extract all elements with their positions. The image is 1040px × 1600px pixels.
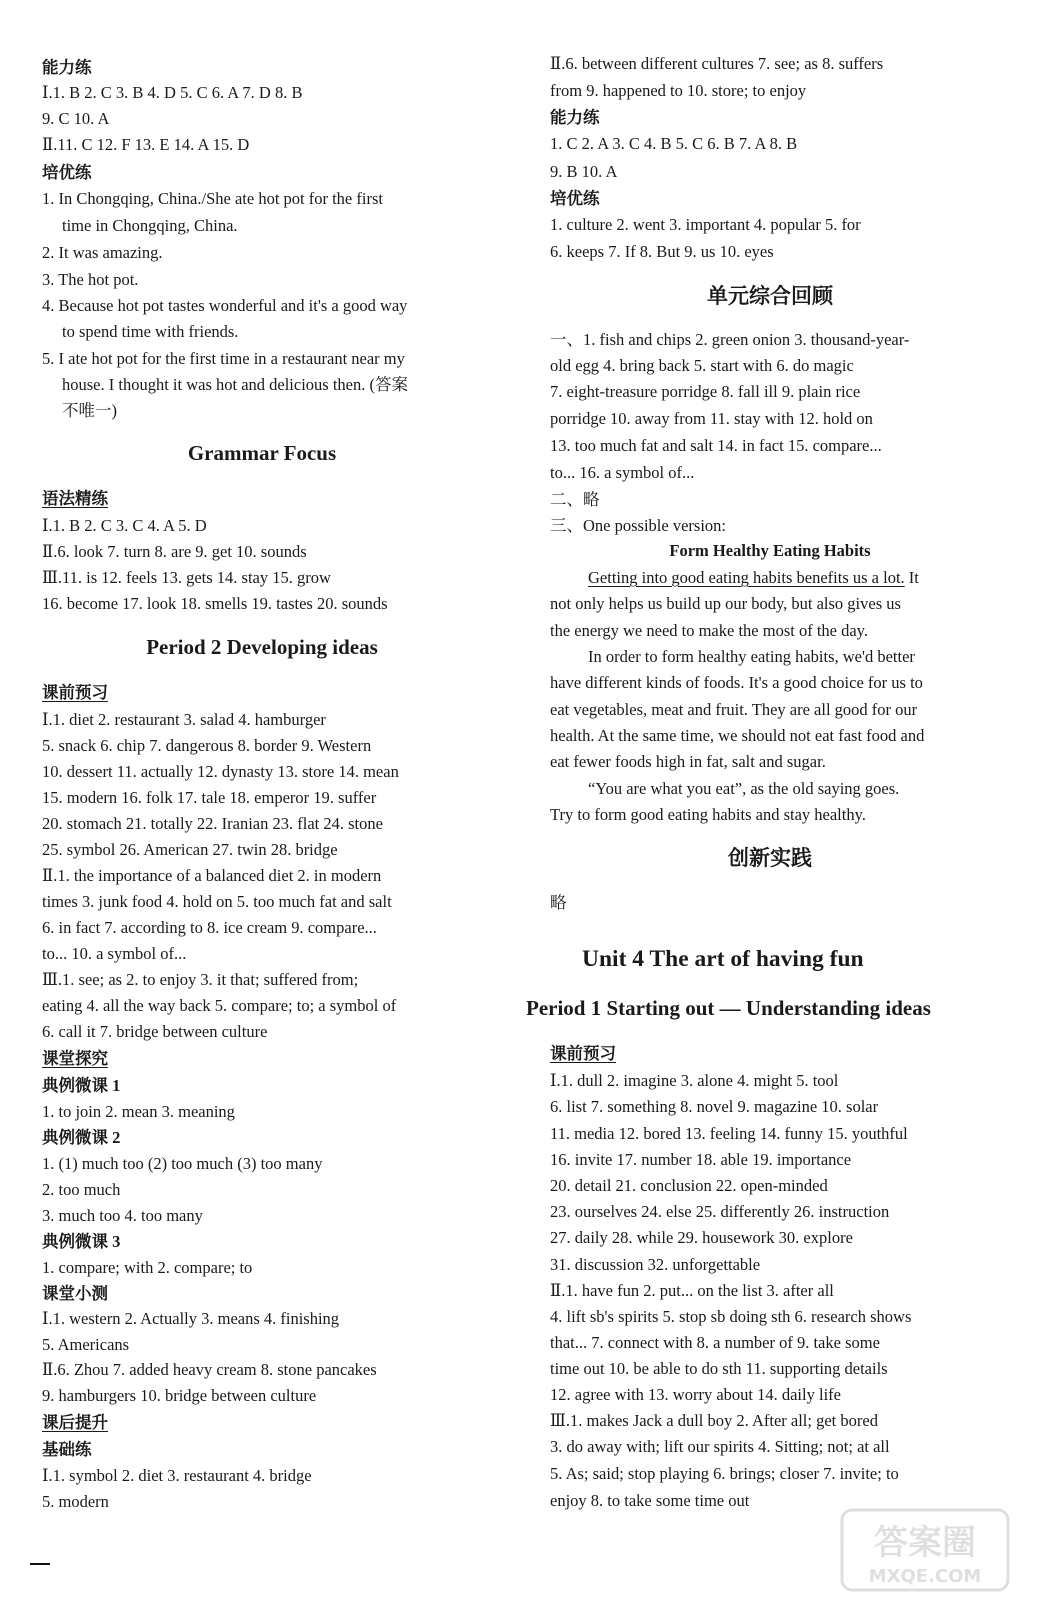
- text-line: 16. invite 17. number 18. able 19. importance: [550, 1150, 852, 1169]
- text-line: 6. in fact 7. according to 8. ice cream 9. compare...: [42, 918, 377, 937]
- text-line: 7. eight-treasure porridge 8. fall ill 9. plain rice: [550, 382, 861, 401]
- section-heading: 课前预习: [42, 683, 108, 702]
- text-line: 23. ourselves 24. else 25. differently 26. instruction: [550, 1202, 890, 1221]
- text-line: Ⅰ.1. B 2. C 3. C 4. A 5. D: [42, 516, 207, 535]
- period-title: Period 1 Starting out — Understanding ideas: [526, 996, 931, 1020]
- section-heading: 课后提升: [42, 1413, 108, 1432]
- text-line: from 9. happened to 10. store; to enjoy: [550, 81, 807, 100]
- text-line: 27. daily 28. while 29. housework 30. explore: [550, 1228, 853, 1247]
- text-line: 20. detail 21. conclusion 22. open-minded: [550, 1176, 828, 1195]
- text-line: health. At the same time, we should not eat fast food and: [550, 726, 925, 745]
- unit-title: Unit 4 The art of having fun: [582, 946, 864, 972]
- underlined-topic-sentence: Getting into good eating habits benefits us a lot.: [588, 568, 905, 587]
- text-line: Ⅱ.6. look 7. turn 8. are 9. get 10. sounds: [42, 542, 307, 561]
- text-line: 6. list 7. something 8. novel 9. magazine 10. solar: [550, 1097, 879, 1116]
- text-line: Ⅲ.1. makes Jack a dull boy 2. After all; get bored: [550, 1411, 878, 1430]
- text-line: old egg 4. bring back 5. start with 6. do magic: [550, 356, 854, 375]
- text-line: 二、略: [550, 490, 600, 509]
- text-line: Ⅱ.1. the importance of a balanced diet 2. in modern: [42, 866, 382, 885]
- text-line: 4. Because hot pot tastes wonderful and it's a good way: [42, 296, 408, 315]
- text-line: 1. to join 2. mean 3. meaning: [42, 1102, 235, 1121]
- text-line: 12. agree with 13. worry about 14. daily life: [550, 1385, 841, 1404]
- page-footer-rule: [30, 1563, 50, 1565]
- section-title: Grammar Focus: [187, 441, 337, 465]
- text-line: 16. become 17. look 18. smells 19. tastes 20. sounds: [42, 594, 388, 613]
- text-line: 5. As; said; stop playing 6. brings; closer 7. invite; to: [550, 1464, 899, 1483]
- text-line: Ⅰ.1. symbol 2. diet 3. restaurant 4. bridge: [42, 1466, 312, 1485]
- text-line: 2. too much: [42, 1180, 121, 1199]
- watermark-text: 答案圈: [874, 1523, 976, 1563]
- text-line: 3. do away with; lift our spirits 4. Sitting; not; at all: [550, 1437, 890, 1456]
- text-line: time in Chongqing, China.: [62, 216, 238, 235]
- text-line: Ⅰ.1. dull 2. imagine 3. alone 4. might 5. tool: [550, 1071, 839, 1090]
- section-label: 典例微课 2: [42, 1128, 121, 1147]
- text-line: 1. compare; with 2. compare; to: [42, 1258, 253, 1277]
- text-line: 不唯一): [62, 401, 117, 420]
- text-line: 25. symbol 26. American 27. twin 28. bridge: [42, 840, 338, 859]
- text-line: 9. B 10. A: [550, 162, 618, 181]
- text-line: Ⅱ.6. between different cultures 7. see; as 8. suffers: [550, 54, 884, 73]
- section-heading: 语法精练: [42, 489, 108, 508]
- text-line: 1. In Chongqing, China./She ate hot pot for the first: [42, 189, 383, 208]
- text-line: 一、1. fish and chips 2. green onion 3. thousand-year-: [550, 330, 910, 349]
- text-line: 5. I ate hot pot for the first time in a restaurant near my: [42, 349, 405, 368]
- text-line: Ⅰ.1. diet 2. restaurant 3. salad 4. hamburger: [42, 710, 326, 729]
- section-label: 能力练: [550, 108, 600, 127]
- text-line: 11. media 12. bored 13. feeling 14. funny 15. youthful: [550, 1124, 908, 1143]
- text-line: 5. snack 6. chip 7. dangerous 8. border 9. Western: [42, 736, 372, 755]
- watermark-subtext: MXQE.COM: [868, 1566, 982, 1587]
- text-line: 2. It was amazing.: [42, 243, 163, 262]
- text-line: 1. (1) much too (2) too much (3) too many: [42, 1154, 323, 1173]
- text-line: Ⅰ.1. western 2. Actually 3. means 4. finishing: [42, 1309, 340, 1328]
- section-label: 基础练: [42, 1440, 92, 1459]
- text-line: [588, 568, 919, 588]
- text-line: 13. too much fat and salt 14. in fact 15. compare...: [550, 436, 882, 455]
- text-line: eat vegetables, meat and fruit. They are all good for our: [550, 700, 918, 719]
- section-label: 典例微课 3: [42, 1232, 121, 1251]
- text-line: Ⅱ.1. have fun 2. put... on the list 3. after all: [550, 1281, 834, 1300]
- text-line: Ⅱ.11. C 12. F 13. E 14. A 15. D: [42, 135, 250, 154]
- text-line: enjoy 8. to take some time out: [550, 1491, 750, 1510]
- section-heading: 课堂探究: [42, 1049, 108, 1068]
- text-line: 1. culture 2. went 3. important 4. popular 5. for: [550, 215, 861, 234]
- text-line: house. I thought it was hot and delicious then. (答案: [62, 375, 408, 394]
- text-line: 4. lift sb's spirits 5. stop sb doing sth 6. research shows: [550, 1307, 912, 1326]
- section-label: 培优练: [550, 189, 600, 208]
- section-label: 能力练: [42, 58, 92, 77]
- watermark-logo-icon: [840, 1508, 1010, 1592]
- essay-title: Form Healthy Eating Habits: [669, 541, 871, 560]
- text-line: have different kinds of foods. It's a good choice for us to: [550, 673, 923, 692]
- text-line: 1. C 2. A 3. C 4. B 5. C 6. B 7. A 8. B: [550, 134, 798, 153]
- text-line: 10. dessert 11. actually 12. dynasty 13. store 14. mean: [42, 762, 399, 781]
- text-line: 6. keeps 7. If 8. But 9. us 10. eyes: [550, 242, 774, 261]
- text-line: eating 4. all the way back 5. compare; to; a symbol of: [42, 996, 397, 1015]
- text-line: 5. modern: [42, 1492, 109, 1511]
- text-line: 三、One possible version:: [550, 516, 726, 535]
- text-line: Ⅰ.1. B 2. C 3. B 4. D 5. C 6. A 7. D 8. B: [42, 83, 303, 102]
- section-title: 单元综合回顾: [707, 284, 833, 308]
- text-line: Ⅲ.11. is 12. feels 13. gets 14. stay 15. grow: [42, 568, 331, 587]
- text-line: porridge 10. away from 11. stay with 12. hold on: [550, 409, 873, 428]
- text-line: In order to form healthy eating habits, we'd better: [588, 647, 915, 666]
- section-title: Period 2 Developing ideas: [146, 635, 378, 659]
- text-line: the energy we need to make the most of the day.: [550, 621, 868, 640]
- text-line: 6. call it 7. bridge between culture: [42, 1022, 268, 1041]
- text-line: to spend time with friends.: [62, 322, 239, 341]
- text-line: 9. hamburgers 10. bridge between culture: [42, 1386, 317, 1405]
- text-line: 3. much too 4. too many: [42, 1206, 203, 1225]
- section-title: 创新实践: [728, 846, 812, 870]
- text-line: “You are what you eat”, as the old saying goes.: [588, 779, 900, 798]
- text-line: to... 10. a symbol of...: [42, 944, 187, 963]
- section-label: 典例微课 1: [42, 1076, 121, 1095]
- text-line: 20. stomach 21. totally 22. Iranian 23. flat 24. stone: [42, 814, 383, 833]
- text-line: Ⅲ.1. see; as 2. to enjoy 3. it that; suffered from;: [42, 970, 359, 989]
- text-line: not only helps us build up our body, but also gives us: [550, 594, 901, 613]
- text-line: 9. C 10. A: [42, 109, 110, 128]
- text-line: Try to form good eating habits and stay healthy.: [550, 805, 866, 824]
- text-line: 5. Americans: [42, 1335, 130, 1354]
- text-line: time out 10. be able to do sth 11. supporting details: [550, 1359, 888, 1378]
- text-line: eat fewer foods high in fat, salt and sugar.: [550, 752, 826, 771]
- text-line: times 3. junk food 4. hold on 5. too much fat and salt: [42, 892, 392, 911]
- text-line: to... 16. a symbol of...: [550, 463, 695, 482]
- text-line: Ⅱ.6. Zhou 7. added heavy cream 8. stone pancakes: [42, 1360, 377, 1379]
- text-line: that... 7. connect with 8. a number of 9. take some: [550, 1333, 880, 1352]
- text-line: 3. The hot pot.: [42, 270, 139, 289]
- text-line: 略: [550, 893, 567, 912]
- section-heading: 课前预习: [550, 1044, 616, 1063]
- section-label: 培优练: [42, 163, 92, 182]
- section-label: 课堂小测: [42, 1284, 108, 1303]
- sentence-tail: It: [904, 568, 919, 587]
- text-line: 31. discussion 32. unforgettable: [550, 1255, 761, 1274]
- text-line: 15. modern 16. folk 17. tale 18. emperor 19. suffer: [42, 788, 377, 807]
